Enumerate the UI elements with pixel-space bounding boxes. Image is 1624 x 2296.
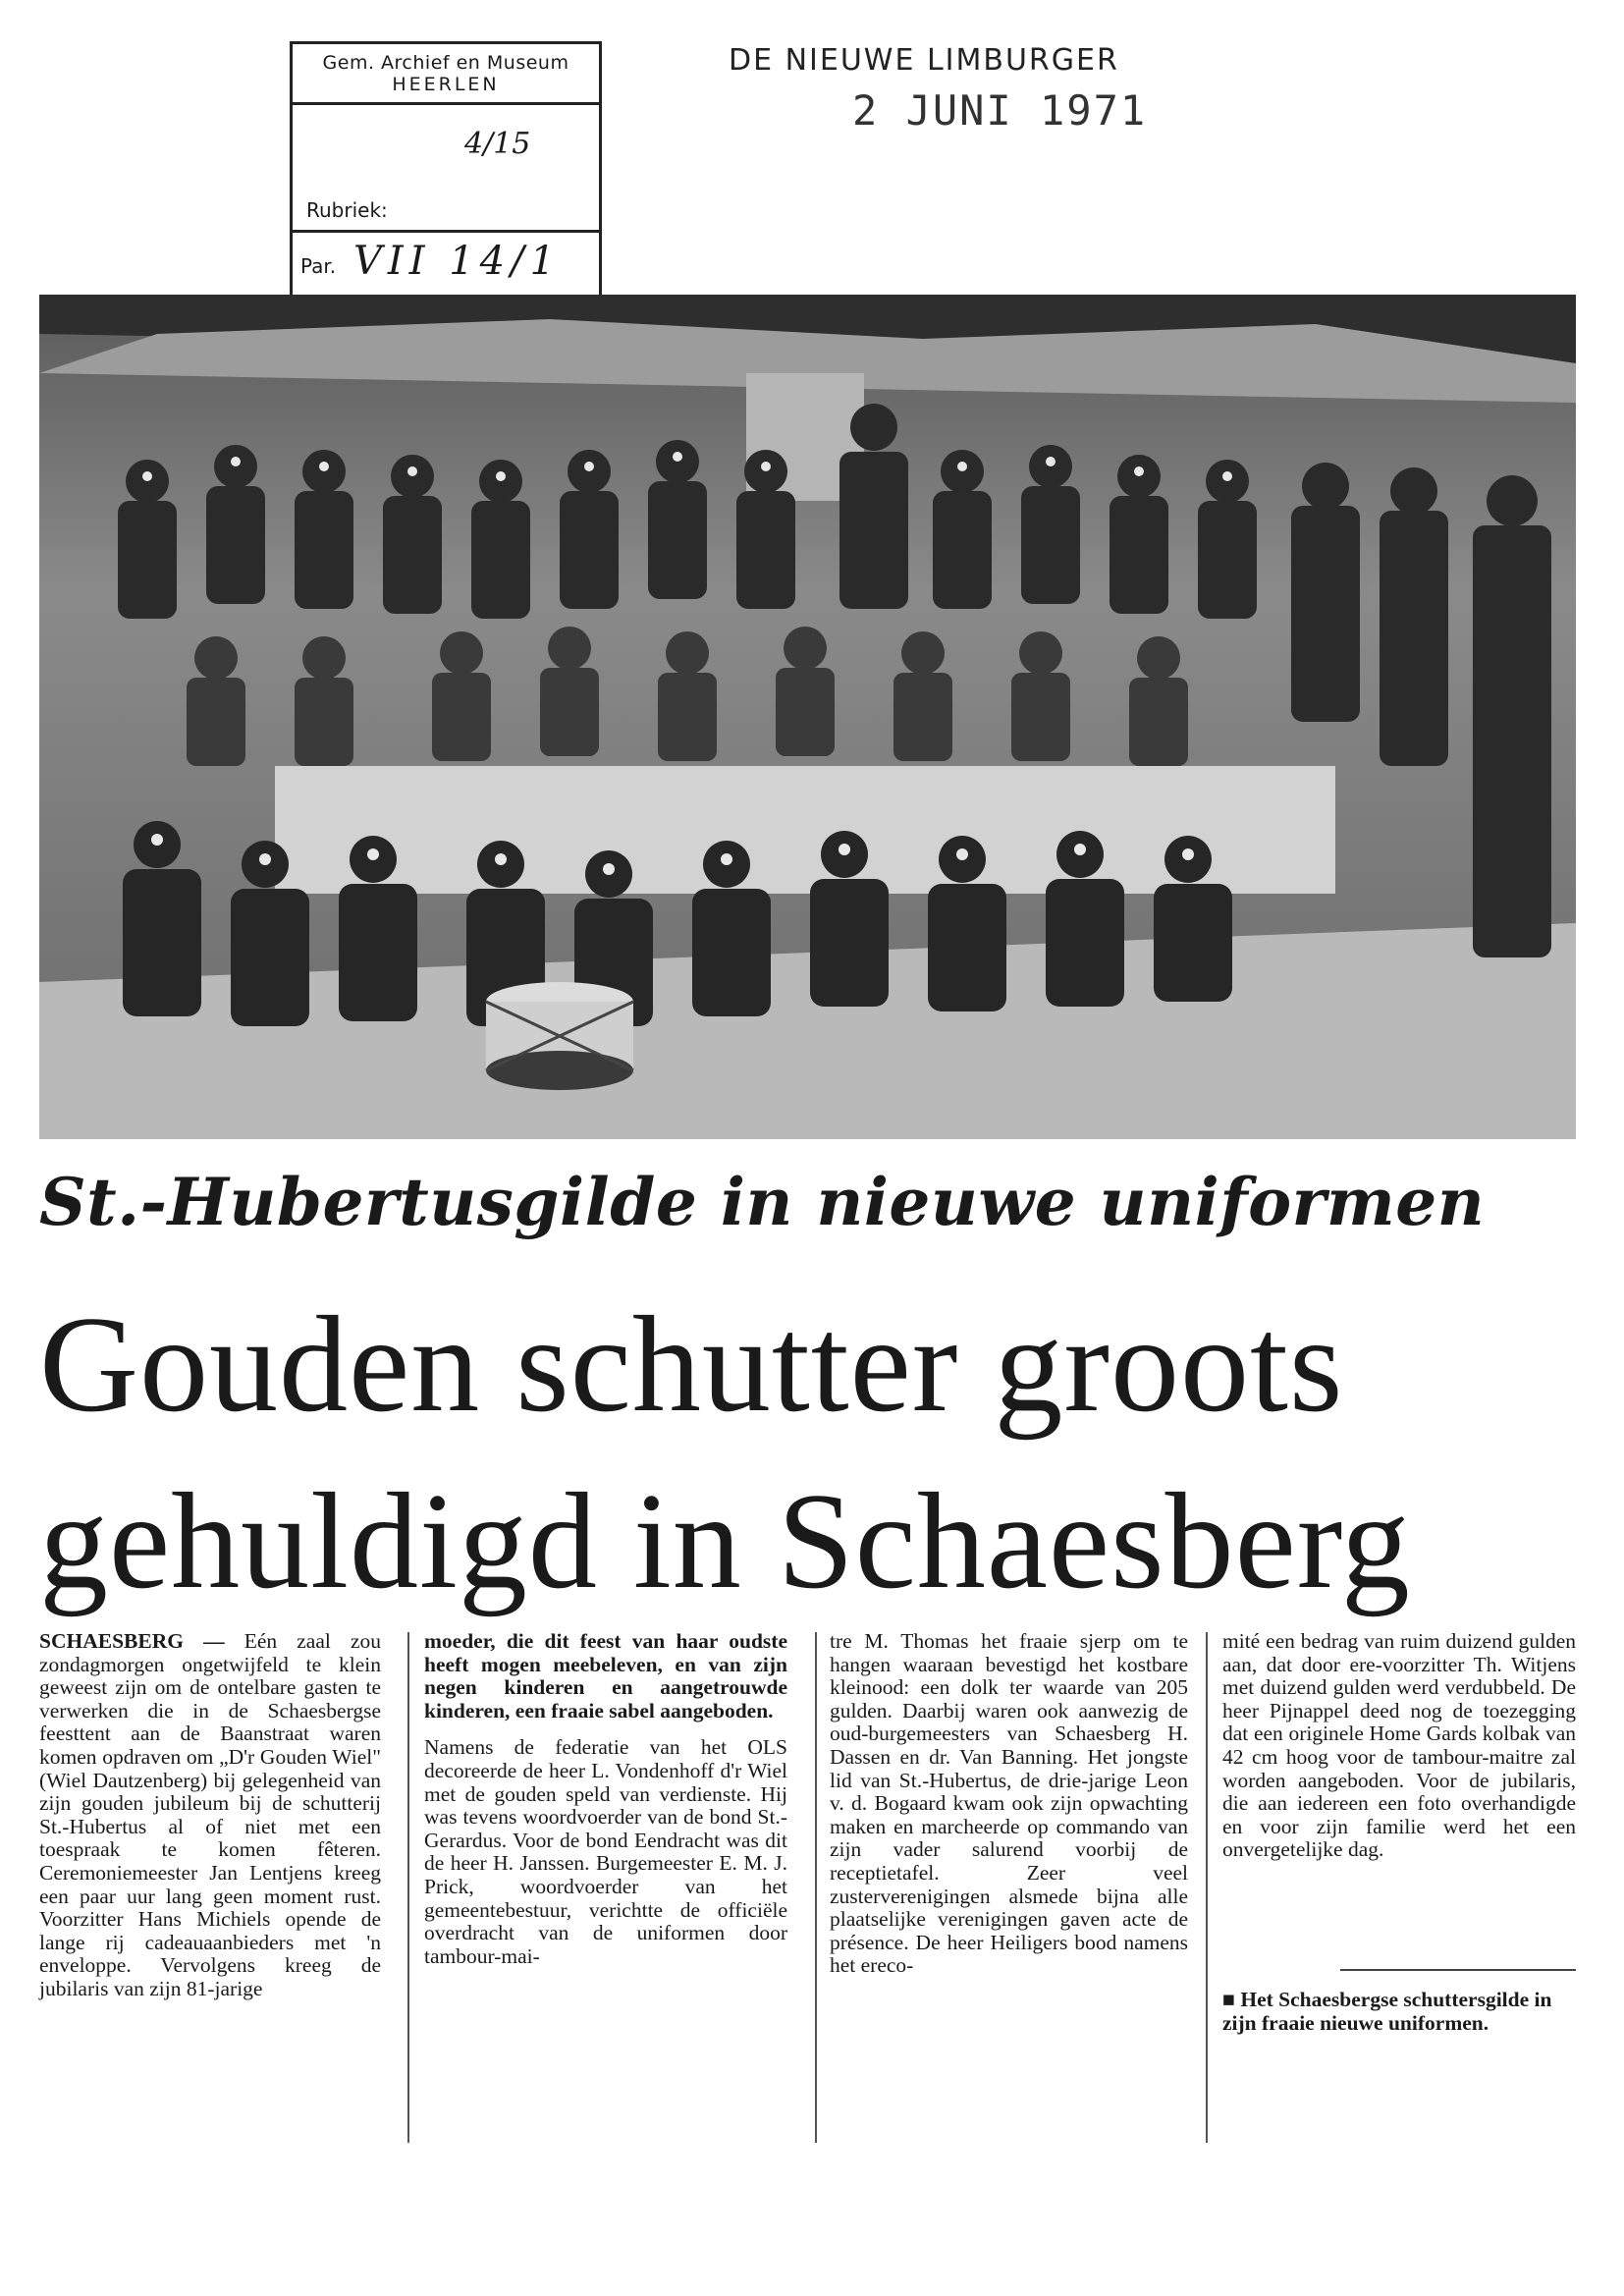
stamp-header — [293, 44, 599, 105]
dateline: SCHAESBERG — — [39, 1629, 244, 1653]
newspaper-name: DE NIEUWE LIMBURGER — [729, 43, 1119, 78]
article-column-4: mité een bedrag van ruim duizend gulden aan, dat door ere-voorzitter Th. Witjens met duizend gulden werd verdubbeld. De heer Pijnappel deed nog de toezegging dat een originele Home Gards kolbak van 42 cm hoog voor de tambour-maitre zal worden aangeboden. Voor de jubilaris, die aan iedereen een foto overhandigde en voor zijn familie werd het een onvergetelijke dag. — [1222, 1629, 1576, 1862]
group-photo-image — [39, 295, 1576, 1139]
headline-line-1: Gouden schutter groots — [39, 1288, 1344, 1441]
kicker-headline: St.-Hubertusgilde in nieuwe uniformen — [39, 1164, 1486, 1240]
headline-line-2: gehuldigd in Schaesberg — [39, 1465, 1411, 1617]
stamp-code: 4/15 — [464, 127, 531, 161]
stamp-handwriting: VII 14/1 — [353, 239, 562, 284]
column-divider — [815, 1632, 817, 2143]
column-divider — [407, 1632, 409, 2143]
stamp-middle — [293, 105, 599, 233]
caption-divider — [1340, 1969, 1576, 1971]
article-column-1 — [39, 1630, 381, 2001]
stamp-city: HEERLEN — [392, 74, 500, 95]
stamp-bottom — [293, 233, 599, 303]
stamp-rubriek-label: Rubriek: — [306, 198, 388, 222]
article-column-2 — [424, 1630, 787, 1968]
publication-date: 2 JUNI 1971 — [852, 86, 1148, 135]
column-2-text: Namens de federatie van het OLS decoreerde de heer L. Vondenhoff d'r Wiel met de gouden speld van verdienste. Hij was tevens woordvoerder van de bond St.-Gerardus. Voor de bond Eendracht was dit de heer H. Janssen. Burgemeester E. M. J. Prick, woordvoerder van het gemeentebestuur, verichtte de officiële overdracht van de uniformen door tambour-mai- — [424, 1735, 787, 1968]
column-2-bold-text: moeder, die dit feest van haar oudste heeft mogen meebeleven, en van zijn negen kinderen en aangetrouwde kinderen, een fraaie sabel aangeboden. — [424, 1629, 787, 1722]
stamp-archive-name: Gem. Archief en Museum — [322, 52, 569, 74]
article-column-3: tre M. Thomas het fraaie sjerp om te hangen waaraan bevestigd het kostbare kleinood: een dolk ter waarde van 205 gulden. Daarbij waren ook aanwezig de oud-burgemeesters van Schaesberg H. Dassen en dr. Van Banning. Het jongste lid van St.-Hubertus, de drie-jarige Leon v. d. Bogaard kwam ook zijn opwachting maken en marcheerde op commando van zijn vader salurend voorbij de receptietafel. Zeer veel zusterverenigingen alsmede bijna alle plaatselijke verenigingen gaven acte de présence. De heer Heiligers bood namens het ereco- — [830, 1629, 1188, 1978]
photo-caption: ■ Het Schaesbergse schuttersgilde in zijn fraaie nieuwe uniformen. — [1222, 1988, 1552, 2035]
column-1-text: Eén zaal zou zondagmorgen ongetwijfeld te klein geweest zijn om de ontelbare gasten te verwerken die in de Schaesbergse feesttent aan de Baanstraat waren komen opdraven om „D'r Gouden Wiel" (Wiel Dautzenberg) bij gelegenheid van zijn gouden jubileum bij de schutterij St.-Hubertus al of niet met een toespraak te komen fêteren. Ceremoniemeester Jan Lentjens kreeg een paar uur lang geen moment rust. Voorzitter Hans Michiels opende de lange rij cadeauaanbieders met 'n enveloppe. Vervolgens kreeg de jubilaris van zijn 81-jarige — [39, 1629, 381, 2000]
archive-stamp — [290, 41, 602, 306]
group-photo — [39, 295, 1576, 1139]
column-divider — [1206, 1632, 1208, 2143]
stamp-par-label: Par. — [300, 254, 337, 278]
